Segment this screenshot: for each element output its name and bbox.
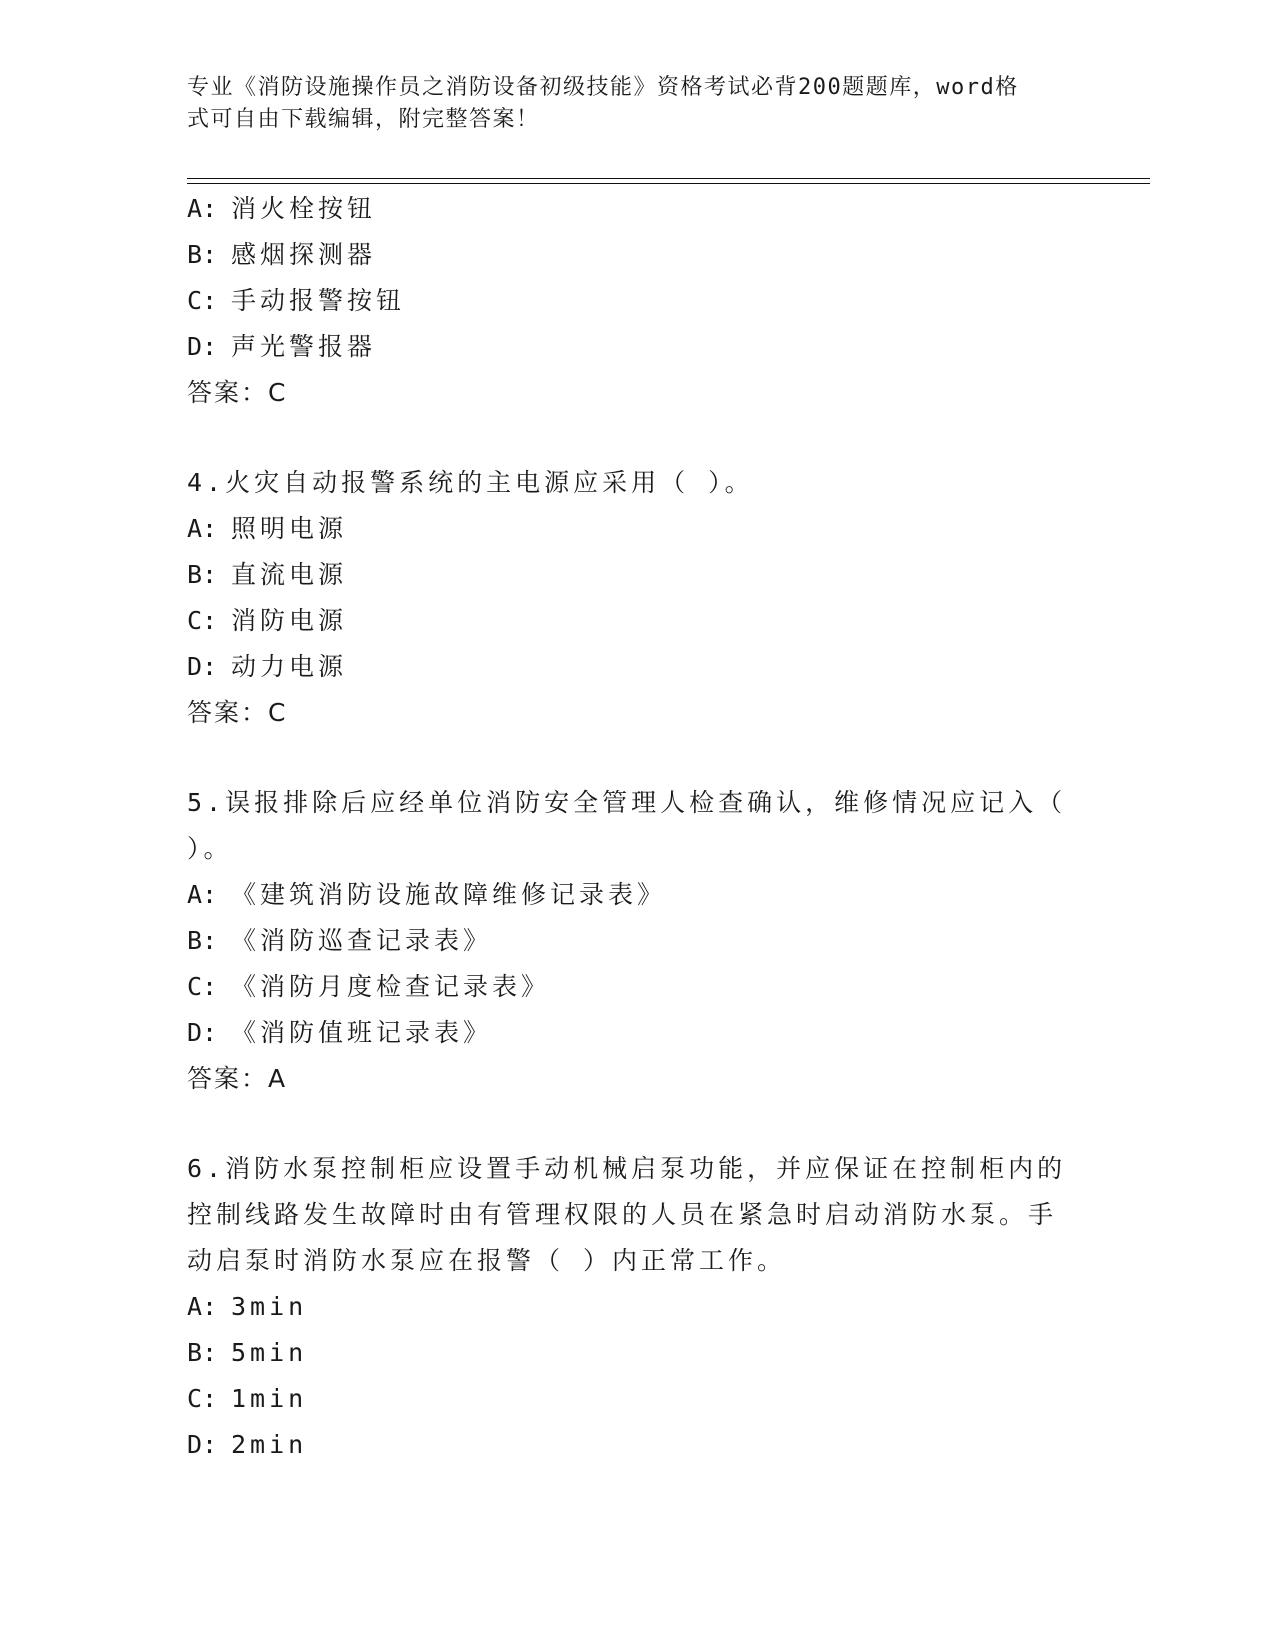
option-key: B: (187, 1338, 218, 1367)
option-c (187, 278, 1087, 324)
option-text: 《建筑消防设施故障维修记录表》 (231, 880, 667, 909)
option-d (187, 1422, 1087, 1468)
option-key: B: (187, 926, 218, 955)
question-6-block (187, 1146, 1087, 1468)
option-key: C: (187, 972, 218, 1001)
answer-line: 答案：C (187, 378, 288, 407)
option-d (187, 324, 1087, 370)
header-line-2: 式可自由下载编辑，附完整答案！ (187, 107, 540, 132)
spacer (187, 416, 1087, 460)
option-d (187, 1010, 1087, 1056)
option-text: 声光警报器 (231, 332, 377, 361)
question-text-line-2: 控制线路发生故障时由有管理权限的人员在紧急时启动消防水泵。手 (187, 1200, 1058, 1229)
option-b (187, 918, 1087, 964)
spacer (187, 1102, 1087, 1146)
option-key: D: (187, 652, 218, 681)
option-text: 5min (231, 1338, 308, 1367)
option-a (187, 506, 1087, 552)
question-3-block (187, 186, 1087, 416)
option-text: 手动报警按钮 (231, 286, 406, 315)
option-text: 消火栓按钮 (231, 194, 377, 223)
answer-line: 答案：C (187, 698, 288, 727)
option-c (187, 964, 1087, 1010)
question-text-line-3: 动启泵时消防水泵应在报警（ ）内正常工作。 (187, 1246, 787, 1275)
option-b (187, 232, 1087, 278)
spacer (187, 736, 1087, 780)
option-key: D: (187, 1430, 218, 1459)
option-c (187, 1376, 1087, 1422)
option-c (187, 598, 1087, 644)
option-key: C: (187, 286, 218, 315)
option-key: C: (187, 606, 218, 635)
question-text-line-1: 6.消防水泵控制柜应设置手动机械启泵功能，并应保证在控制柜内的 (187, 1154, 1067, 1183)
option-text: 消防电源 (231, 606, 348, 635)
option-text: 感烟探测器 (231, 240, 377, 269)
option-a (187, 872, 1087, 918)
option-b (187, 552, 1087, 598)
option-text: 《消防巡查记录表》 (231, 926, 493, 955)
option-b (187, 1330, 1087, 1376)
option-key: A: (187, 194, 218, 223)
option-key: B: (187, 240, 218, 269)
question-text: 4.火灾自动报警系统的主电源应采用（ ）。 (187, 468, 754, 497)
document-header (187, 72, 1067, 136)
option-text: 直流电源 (231, 560, 348, 589)
option-a (187, 186, 1087, 232)
option-key: B: (187, 560, 218, 589)
option-key: C: (187, 1384, 218, 1413)
question-content (187, 186, 1087, 1468)
option-text: 《消防月度检查记录表》 (231, 972, 551, 1001)
option-key: D: (187, 1018, 218, 1047)
question-4-block (187, 460, 1087, 736)
option-key: A: (187, 1292, 218, 1321)
option-key: A: (187, 514, 218, 543)
option-text: 1min (231, 1384, 308, 1413)
question-text-line-2: ）。 (187, 834, 233, 863)
option-text: 动力电源 (231, 652, 348, 681)
option-key: D: (187, 332, 218, 361)
option-text: 2min (231, 1430, 308, 1459)
header-divider-top (187, 178, 1150, 179)
option-a (187, 1284, 1087, 1330)
option-text: 照明电源 (231, 514, 348, 543)
answer-line: 答案：A (187, 1064, 288, 1093)
header-line-1: 专业《消防设施操作员之消防设备初级技能》资格考试必背200题题库，word格 (187, 75, 1019, 100)
question-text-line-1: 5.误报排除后应经单位消防安全管理人检查确认，维修情况应记入（ (187, 788, 1067, 817)
question-5-block (187, 780, 1087, 1102)
option-text: 3min (231, 1292, 308, 1321)
option-d (187, 644, 1087, 690)
header-divider-bottom (187, 183, 1150, 184)
option-text: 《消防值班记录表》 (231, 1018, 493, 1047)
option-key: A: (187, 880, 218, 909)
